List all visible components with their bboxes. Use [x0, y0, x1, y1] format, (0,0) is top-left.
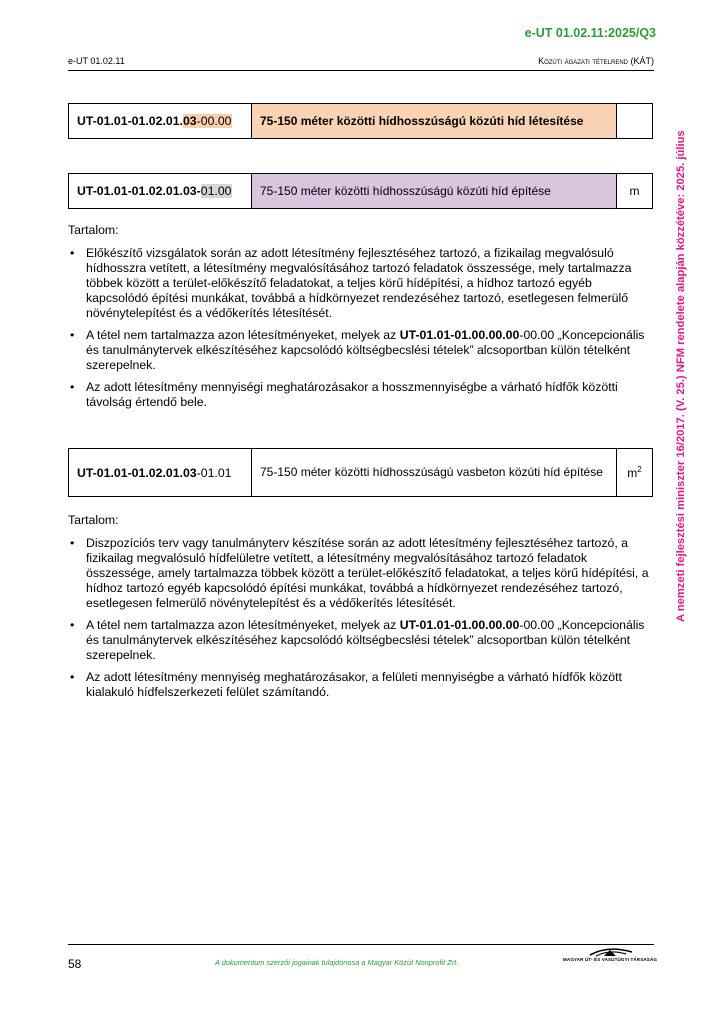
list-item	[68, 246, 653, 321]
item-code	[69, 174, 252, 209]
page-number: 58	[68, 957, 82, 971]
unit-superscript: 2	[637, 465, 642, 474]
bullet-icon: •	[70, 618, 75, 632]
item-description: 75-150 méter közötti hídhosszúságú közúti híd építése	[252, 174, 617, 209]
bullet-icon: •	[70, 536, 75, 550]
item-code	[69, 104, 252, 139]
item-description: 75-150 méter közötti hídhosszúságú közúti híd létesítése	[252, 104, 617, 139]
item-code-highlight: 01.00	[200, 184, 232, 198]
section-label: Tartalom:	[68, 513, 119, 527]
item-unit	[617, 449, 653, 497]
item-code-tail: -01.01	[196, 465, 232, 480]
side-publication-note: A nemzeti fejlesztési miniszter 16/2017. (V. 25.) NFM rendelete alapján közzétéve: 2025. július	[675, 130, 687, 622]
item-row	[69, 449, 653, 497]
content-section-1	[68, 223, 653, 417]
footer-rule	[68, 944, 654, 945]
bullet-text: Diszpozíciós terv vagy tanulmányterv készítése során az adott létesítmény fejlesztéséhez tartozó, a fizikailag megvalósuló hídfelületre vetített, a létesítmény megvalósításához tartozó feladatok összessége, amely tartalmazza többek között a terület-előkészítő feladatokat, a teljes körű hídépítési, a hídhoz tartozó egyéb kapcsolódó építési munkákat, továbbá a hídkörnyezet rendezéséhez tartozó, esetlegesen felmerülő növénytelepítést és a védőkerítés létesítését.	[86, 536, 649, 610]
bullet-text: Előkészítő vizsgálatok során az adott létesítmény fejlesztéséhez tartozó, a fizikailag megvalósuló hídhosszra vetített, a létesítmény megvalósításához tartozó feladatok összessége, mely tartalmazza többek között a terület-előkészítő feladatokat, a teljes körű hídépítési, a hídhoz tartozó egyéb kapcsolódó építési munkákat, továbbá a hídkörnyezet rendezéséhez tartozó, esetlegesen felmerülő növénytelepítést és a védőkerítés létesítését.	[86, 246, 632, 320]
bullet-icon: •	[70, 380, 75, 394]
list-item	[68, 618, 653, 663]
list-item	[68, 536, 653, 611]
item-code-main: UT-01.01-01.02.01.03-	[77, 184, 201, 198]
item-code-main: UT-01.01-01.02.01.	[77, 114, 183, 128]
header-left: e-UT 01.02.11	[68, 56, 125, 66]
bullet-text: Az adott létesítmény mennyiségi meghatározásakor a hosszmennyiségbe a várható hídfők közötti távolság értendő bele.	[86, 380, 618, 409]
header-right: Közúti ágazati tételrend (KÁT)	[538, 56, 654, 66]
section-label: Tartalom:	[68, 223, 119, 237]
logo-text: MAGYAR ÚT- ÉS VASÚTÜGYI TÁRSASÁG	[563, 957, 658, 962]
item-code-highlight-part: 03	[182, 114, 197, 128]
list-item	[68, 670, 653, 700]
item-table-1	[68, 103, 653, 139]
item-unit: m	[617, 174, 653, 209]
item-code	[69, 449, 252, 497]
item-code-highlight	[183, 114, 232, 128]
bullet-icon: •	[70, 246, 75, 260]
list-item	[68, 328, 653, 373]
unit-base: m	[627, 466, 638, 480]
bullet-code-ref: UT-01.01-01.00.00.00	[399, 618, 520, 632]
bullet-text-post: -00.00 „Koncepcionális és tanulmánytervek elkészítéséhez kapcsolódó költségbecslési tételek” alcsoportban külön tételként szerepelnek.	[86, 328, 645, 372]
bullet-list	[68, 246, 653, 410]
content-section-2	[68, 513, 653, 707]
item-table-3	[68, 448, 653, 497]
header-rule	[68, 70, 654, 71]
bullet-code-ref: UT-01.01-01.00.00.00	[399, 328, 520, 342]
item-code-tail: -00.00	[196, 114, 232, 128]
copyright-notice: A dokumentum szerzői jogainak tulajdonosa a Magyar Közút Nonprofit Zrt.	[215, 958, 459, 967]
list-item	[68, 380, 653, 410]
bullet-text-pre: A tétel nem tartalmazza azon létesítményeket, melyek az	[86, 328, 400, 342]
bullet-list	[68, 536, 653, 700]
bullet-text-post: -00.00 „Koncepcionális és tanulmánytervek elkészítéséhez kapcsolódó költségbecslési tételek” alcsoportban külön tételként szerepelnek.	[86, 618, 645, 662]
item-code-main: UT-01.01-01.02.01.03	[77, 465, 197, 480]
bullet-icon: •	[70, 670, 75, 684]
item-unit	[617, 104, 653, 139]
item-row	[69, 174, 653, 209]
bullet-icon: •	[70, 328, 75, 342]
item-description: 75-150 méter közötti hídhosszúságú vasbeton közúti híd építése	[252, 449, 617, 497]
item-table-2	[68, 173, 653, 209]
bullet-text-pre: A tétel nem tartalmazza azon létesítményeket, melyek az	[86, 618, 400, 632]
item-row	[69, 104, 653, 139]
document-code: e-UT 01.02.11:2025/Q3	[524, 26, 656, 40]
bullet-text: Az adott létesítmény mennyiség meghatározásakor, a felületi mennyiségbe a várható hídfők között kialakuló hídfelszerkezeti felület számítandó.	[86, 670, 622, 699]
